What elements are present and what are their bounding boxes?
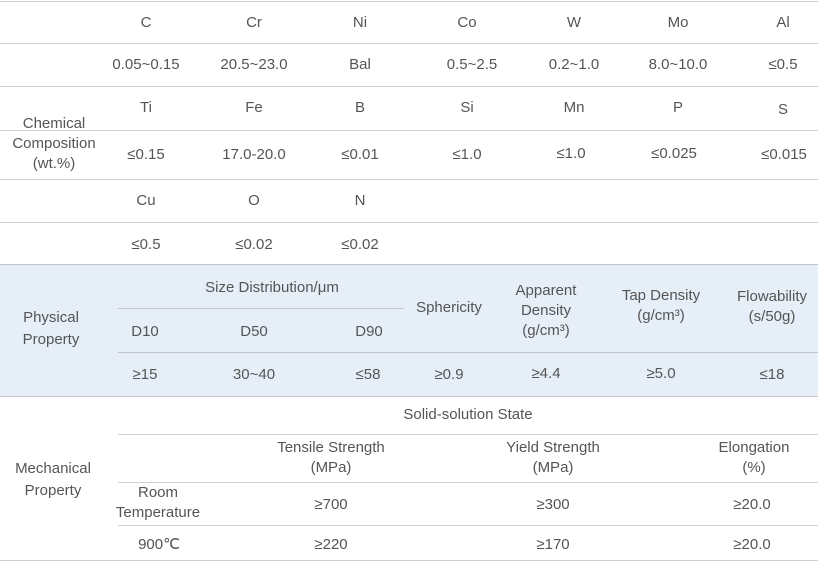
section-divider — [0, 264, 818, 265]
element-value: ≤0.15 — [127, 146, 165, 163]
size-column-header: D90 — [355, 323, 383, 340]
mechanical-value: ≥20.0 — [733, 536, 771, 553]
element-value: ≤1.0 — [452, 146, 482, 163]
size-column-header: D10 — [131, 323, 159, 340]
physical-property-label: Physical Property — [22, 309, 80, 348]
element-value: 8.0~10.0 — [648, 56, 708, 73]
flowability-header: Flowability (s/50g) — [736, 288, 808, 325]
size-distribution-header: Size Distribution/μm — [205, 279, 339, 296]
apparent-density-header: Apparent Density (g/cm³) — [515, 282, 577, 339]
solid-solution-state-header: Solid-solution State — [403, 406, 533, 423]
element-symbol: Ti — [140, 99, 152, 116]
row-divider — [0, 86, 818, 87]
condition-label: 900℃ — [138, 536, 180, 553]
tensile-strength-header: Tensile Strength (MPa) — [277, 439, 385, 476]
element-value: ≤0.5 — [131, 236, 161, 253]
element-symbol: Co — [457, 14, 477, 31]
element-value: ≤0.01 — [341, 146, 379, 163]
element-value: 20.5~23.0 — [220, 56, 288, 73]
row-divider — [0, 130, 818, 131]
mechanical-value: ≥20.0 — [733, 496, 771, 513]
element-value: Bal — [349, 56, 371, 73]
mechanical-property-label: Mechanical Property — [15, 460, 91, 499]
element-symbol: Cr — [246, 14, 262, 31]
element-value: ≤0.025 — [651, 145, 697, 162]
element-symbol: O — [248, 192, 260, 209]
element-value: ≤1.0 — [556, 145, 586, 162]
physical-value: ≥4.4 — [531, 365, 561, 382]
element-value: ≤0.015 — [761, 146, 807, 163]
element-symbol: P — [672, 99, 684, 116]
physical-value: ≥15 — [132, 366, 158, 383]
condition-label: Room Temperature — [115, 484, 201, 521]
table-bottom-border — [0, 560, 818, 561]
row-divider — [118, 308, 404, 309]
sphericity-header: Sphericity — [416, 299, 482, 316]
row-divider — [118, 482, 818, 483]
element-value: ≤0.5 — [768, 56, 798, 73]
element-symbol: Cu — [136, 192, 156, 209]
element-value: 0.5~2.5 — [446, 56, 498, 73]
element-symbol: W — [566, 14, 582, 31]
row-divider — [118, 434, 818, 435]
element-value: ≤0.02 — [235, 236, 273, 253]
table-top-border — [0, 1, 818, 2]
element-symbol: Mn — [563, 99, 585, 116]
mechanical-value: ≥220 — [314, 536, 348, 553]
row-divider — [0, 222, 818, 223]
element-value: 0.05~0.15 — [112, 56, 180, 73]
element-value: ≤0.02 — [341, 236, 379, 253]
physical-value: ≥0.9 — [434, 366, 464, 383]
mechanical-value: ≥300 — [536, 496, 570, 513]
physical-value: 30~40 — [232, 366, 276, 383]
element-symbol: S — [777, 101, 789, 118]
chemical-composition-label: Chemical Composition (wt.%) — [12, 115, 96, 172]
element-value: 17.0-20.0 — [222, 146, 286, 163]
element-symbol: N — [354, 192, 366, 209]
physical-value: ≤18 — [759, 366, 785, 383]
tap-density-header: Tap Density (g/cm³) — [621, 287, 701, 324]
size-column-header: D50 — [240, 323, 268, 340]
element-symbol: C — [140, 14, 152, 31]
element-symbol: Al — [776, 14, 790, 31]
row-divider — [118, 525, 818, 526]
element-symbol: Mo — [667, 14, 689, 31]
physical-value: ≥5.0 — [646, 365, 676, 382]
element-symbol: B — [354, 99, 366, 116]
elongation-header: Elongation (%) — [718, 439, 790, 476]
section-divider — [0, 396, 818, 397]
mechanical-value: ≥170 — [536, 536, 570, 553]
row-divider — [0, 43, 818, 44]
element-symbol: Si — [460, 99, 474, 116]
element-value: 0.2~1.0 — [548, 56, 600, 73]
row-divider — [118, 352, 818, 353]
element-symbol: Ni — [352, 14, 368, 31]
row-divider — [0, 179, 818, 180]
physical-section-background — [0, 265, 818, 396]
yield-strength-header: Yield Strength (MPa) — [506, 439, 600, 476]
mechanical-value: ≥700 — [314, 496, 348, 513]
physical-value: ≤58 — [355, 366, 381, 383]
element-symbol: Fe — [245, 99, 263, 116]
